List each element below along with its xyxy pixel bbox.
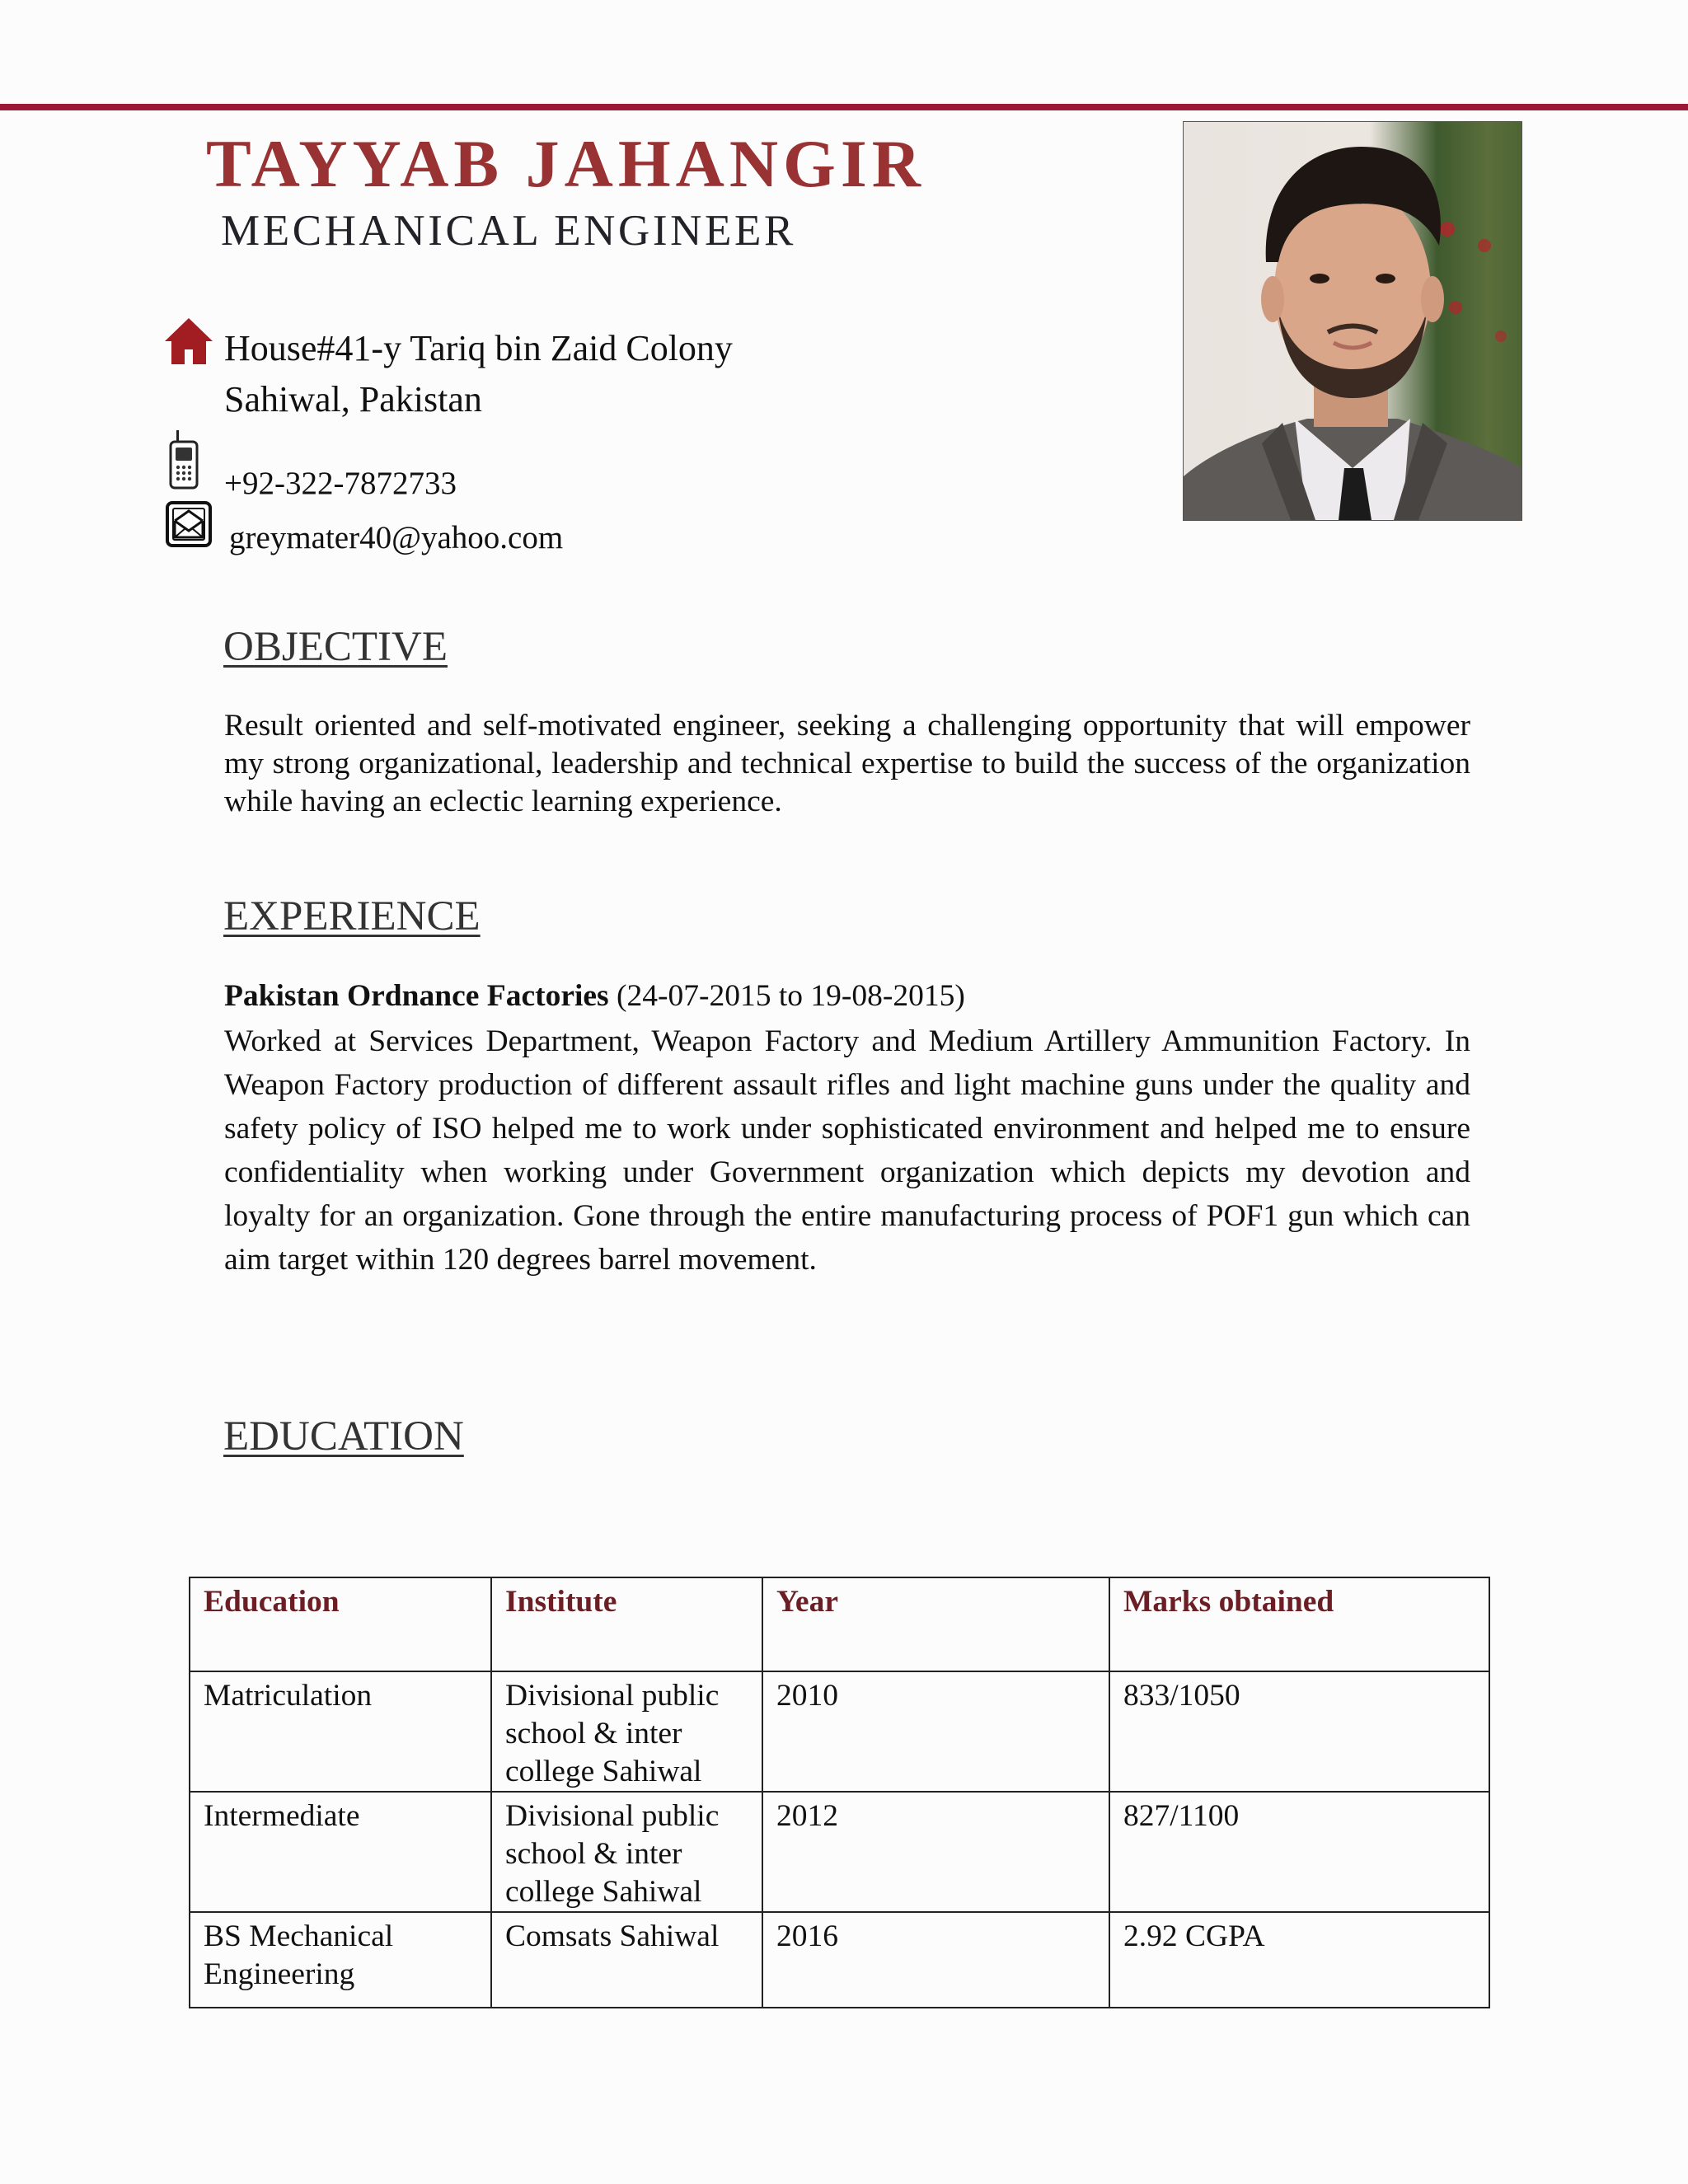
cell-education: BS Mechanical Engineering (190, 1912, 491, 2008)
column-header-education: Education (190, 1577, 491, 1671)
education-table (189, 1577, 1490, 2008)
education-table-header-row (190, 1577, 1489, 1671)
cell-institute: Divisional public school & inter college Sahiwal (491, 1792, 762, 1912)
experience-item-header (224, 977, 965, 1015)
cell-year: 2012 (762, 1792, 1109, 1912)
column-header-year: Year (762, 1577, 1109, 1671)
experience-description: Worked at Services Department, Weapon Factory and Medium Artillery Ammunition Factory. In Weapon Factory production of different assault rifles and light machine guns under the quality and safety policy of ISO helped me to work under sophisticated environment and helped me to ensure confidentiality when working under Government organization which depicts my devotion and loyalty for an organization. Gone through the entire manufacturing process of POF1 gun which can aim target within 120 degrees barrel movement. (224, 1024, 1470, 1277)
cell-year: 2016 (762, 1912, 1109, 2008)
cell-marks: 827/1100 (1109, 1792, 1489, 1912)
phone-number: +92-322-7872733 (224, 466, 457, 501)
experience-heading: EXPERIENCE (223, 893, 481, 940)
cell-education: Intermediate (190, 1792, 491, 1912)
column-header-institute: Institute (491, 1577, 762, 1671)
cell-marks: 833/1050 (1109, 1671, 1489, 1792)
education-heading: EDUCATION (223, 1413, 464, 1460)
objective-text: Result oriented and self-motivated engineer, seeking a challenging opportunity that will empower my strong organizational, leadership and technical expertise to build the success of the organization while having an eclectic learning experience. (224, 709, 1470, 818)
cell-institute: Divisional public school & inter college Sahiwal (491, 1671, 762, 1792)
experience-dates: (24-07-2015 to 19-08-2015) (617, 979, 965, 1013)
candidate-name: TAYYAB JAHANGIR (206, 126, 926, 201)
profile-photo (1183, 121, 1522, 521)
envelope-icon (166, 501, 212, 547)
experience-company: Pakistan Ordnance Factories (224, 979, 609, 1013)
house-icon (165, 318, 213, 364)
mobile-phone-icon (169, 430, 199, 490)
cell-marks: 2.92 CGPA (1109, 1912, 1489, 2008)
address-line-2: Sahiwal, Pakistan (224, 379, 482, 419)
column-header-marks: Marks obtained (1109, 1577, 1489, 1671)
table-row (190, 1912, 1489, 2008)
table-row (190, 1792, 1489, 1912)
portrait-illustration (1184, 122, 1522, 520)
objective-heading: OBJECTIVE (223, 624, 448, 670)
header-accent-rule (0, 104, 1688, 110)
cell-education: Matriculation (190, 1671, 491, 1792)
job-title: MECHANICAL ENGINEER (221, 207, 796, 255)
email-address: greymater40@yahoo.com (229, 520, 564, 555)
cell-year: 2010 (762, 1671, 1109, 1792)
table-row (190, 1671, 1489, 1792)
address-line-1: House#41-y Tariq bin Zaid Colony (224, 328, 733, 368)
cell-institute: Comsats Sahiwal (491, 1912, 762, 2008)
